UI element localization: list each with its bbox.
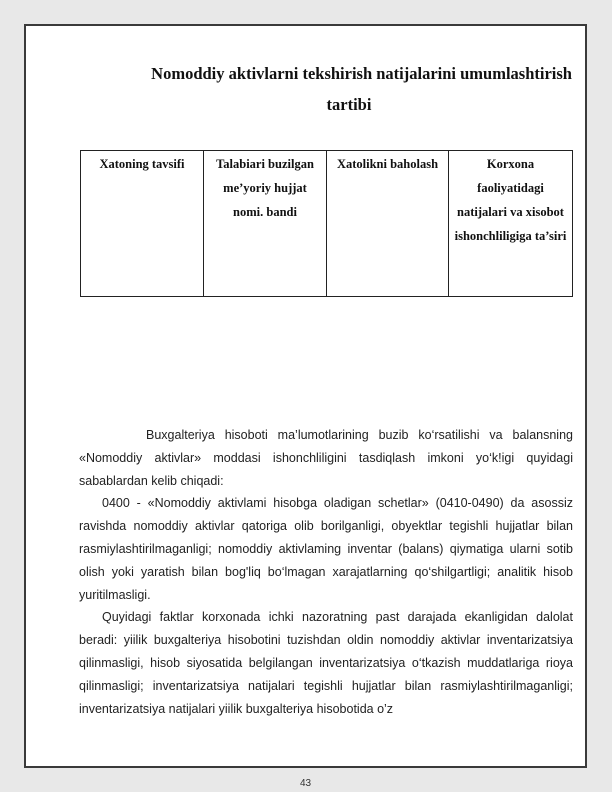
header-violated-regulation: Talabiari buzilgan me’yoriy hujjat nomi. bandi: [204, 151, 327, 297]
page-number: 43: [299, 778, 312, 789]
header-error-description: Xatoning tavsifi: [81, 151, 204, 297]
paragraph-2: 0400 - «Nomoddiy aktivlami hisobga oladigan schetlar» (0410-0490) da asossiz ravishda nomoddiy aktivlar qatoriga olib borilganligi, obyektlar tegishli hujjatlar bilan rasmiylashtirilmaganligi; nomoddiy aktivlaming inventar (balans) qiymatiga ularni sotib olish yoki yaratish bilan bog'liq bo‘lmagan xarajatlarning qo‘shilgartligi; analitik hisob yuritilmasligi.: [79, 496, 573, 602]
header-error-assessment: Xatolikni baholash: [327, 151, 449, 297]
error-summary-table: [80, 150, 573, 297]
table-header-row: [81, 151, 573, 297]
header-impact-on-reporting: Korxona faoliyatidagi natijalari va xisobot ishonchliligiga ta’siri: [449, 151, 573, 297]
body-text: [79, 424, 573, 720]
paragraph-3: Quyidagi faktlar korxonada ichki nazoratning past darajada ekanligidan dalolat beradi: yiilik buxgalteriya hisobotini tuzishdan oldin nomoddiy aktivlar inventarizatsiya qilinmasligi, hisob siyosatida belgilangan inventarizatsiya o‘tkazish muddatlariga rioya qilinmasligi; inventarizatsiya natijalari tegishli hujjatlar bilan rasmiylashtirilmaganligi; inventarizatsiya natijalari yiilik buxgalteriya hisobotida o’z: [79, 610, 573, 716]
title-line-2: tartibi: [326, 95, 372, 114]
document-page: [24, 24, 587, 789]
title-line-1: Nomoddiy aktivlarni tekshirish natijalarini umumlashtirish: [151, 64, 572, 83]
paragraph-1: Buxgalteriya hisoboti ma’lumotlarining buzib ko‘rsatilishi va balansning «Nomoddiy aktivlar» moddasi ishonchliligini tasdiqlash imkoni yo‘k!igi quyidagi sabablardan kelib chiqadi:: [79, 428, 573, 488]
page-title: [86, 58, 572, 120]
